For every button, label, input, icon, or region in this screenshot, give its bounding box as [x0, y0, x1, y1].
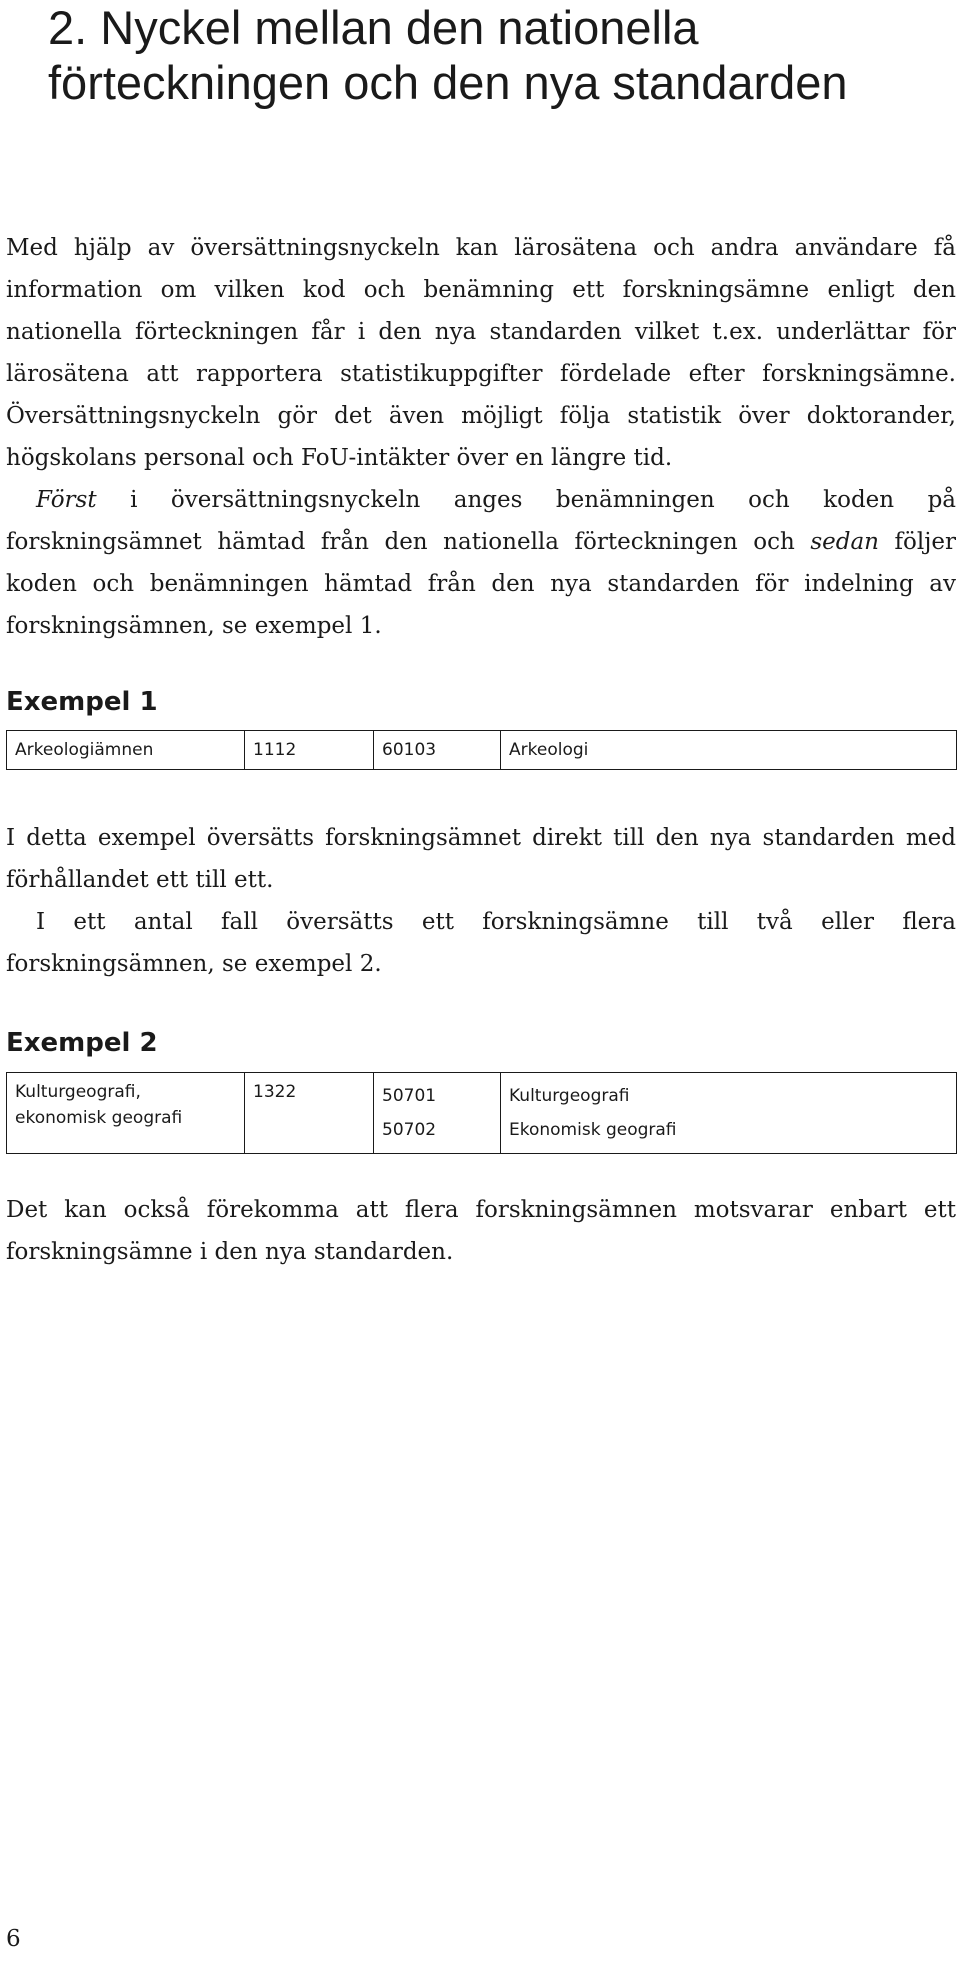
one-to-one-paragraph: I detta exempel översätts forskningsämnet direkt till den nya standarden med förhållandet ett till ett.	[6, 825, 956, 893]
new-names-cell	[501, 1073, 957, 1154]
example-2-table	[6, 1072, 957, 1154]
emphasis-sedan: sedan	[810, 529, 879, 555]
one-to-many-paragraph: I ett antal fall översätts ett forskningsämne till två eller flera forskningsämnen, se exempel 2.	[6, 909, 956, 977]
intro-paragraph: Med hjälp av översättningsnyckeln kan lärosätena och andra användare få information om vilken kod och benämning ett forskningsämne enligt den nationella förteckningen får i den nya standarden vilket t.ex. underlättar för lärosätena att rapportera statistikuppgifter fördelade efter forskningsämne. Översättningsnyckeln gör det även möjligt följa statistik över doktorander, högskolans personal och FoU-intäkter över en längre tid.	[6, 235, 956, 471]
new-codes-cell	[374, 1073, 501, 1154]
first-then-text-1: i översättningsnyckeln anges benämningen och koden på forskningsämnet hämtad från den nationella förteckningen och	[6, 487, 956, 555]
table-row	[7, 1073, 957, 1154]
page-title-line-1: 2. Nyckel mellan den nationella	[48, 1, 699, 54]
explanation-section	[6, 817, 956, 985]
new-name-1: Kulturgeografi	[509, 1086, 630, 1106]
subject-cell: Arkeologiämnen	[7, 731, 245, 770]
example-2-heading: Exempel 2	[6, 1028, 158, 1058]
subject-cell: Kulturgeografi, ekonomisk geografi	[7, 1073, 245, 1154]
table-row	[7, 731, 957, 770]
closing-section	[6, 1189, 956, 1273]
first-then-text-2: följer koden och benämningen hämtad från den nya standarden för indelning av forskningsämnen, se exempel 1.	[6, 529, 956, 639]
new-code-cell: 60103	[374, 731, 501, 770]
national-code-cell: 1322	[245, 1073, 374, 1154]
intro-section	[6, 227, 956, 647]
new-code-1: 50701	[382, 1086, 437, 1106]
national-code-cell: 1112	[245, 731, 374, 770]
example-1-table	[6, 730, 957, 770]
example-1-heading: Exempel 1	[6, 687, 158, 717]
new-code-2: 50702	[382, 1120, 437, 1140]
page-title	[48, 0, 948, 110]
closing-paragraph: Det kan också förekomma att flera forskningsämnen motsvarar enbart ett forskningsämne i den nya standarden.	[6, 1197, 956, 1265]
new-name-cell: Arkeologi	[501, 731, 957, 770]
page-title-line-2: förteckningen och den nya standarden	[48, 56, 848, 109]
first-then-paragraph	[6, 479, 956, 647]
new-name-2: Ekonomisk geografi	[509, 1120, 677, 1140]
emphasis-forst: Först	[36, 487, 97, 513]
page-number: 6	[6, 1926, 21, 1952]
